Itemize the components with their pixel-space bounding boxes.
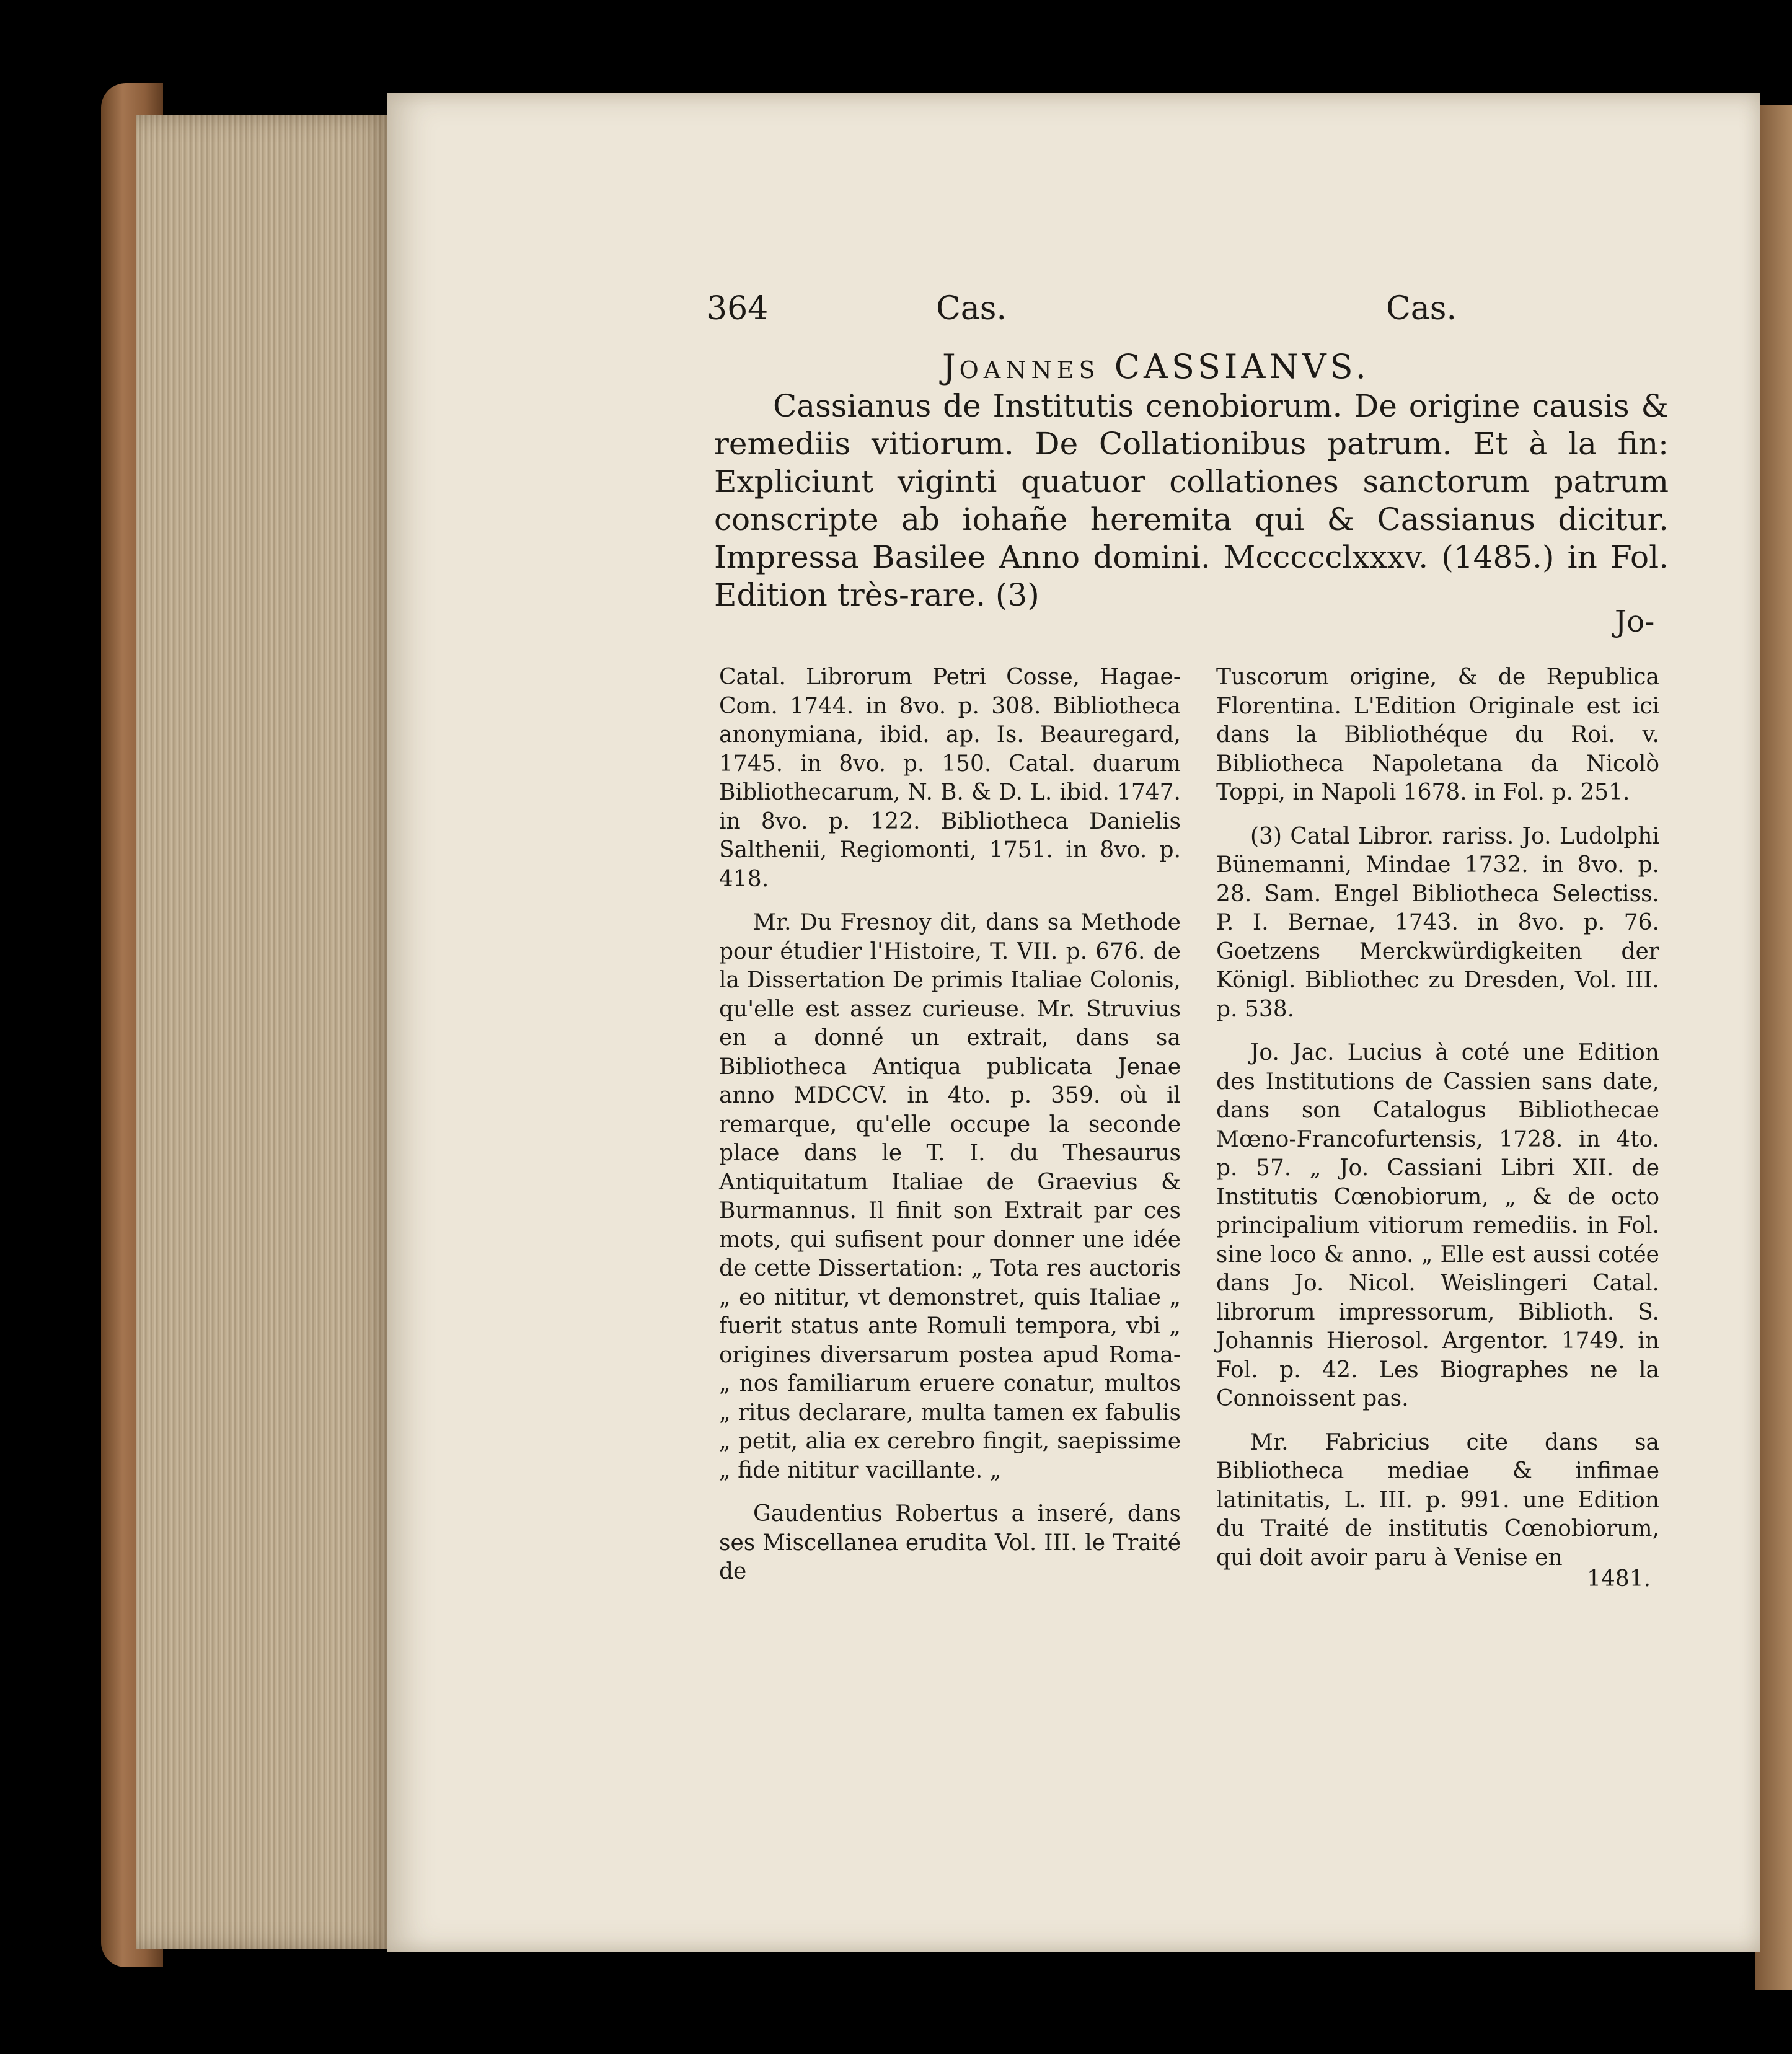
footnote-paragraph: Gaudentius Robertus a inseré, dans ses Miscellanea erudita Vol. III. le Traité de bbox=[719, 1501, 1181, 1584]
footnote-paragraph: Mr. Fabricius cite dans sa Bibliotheca mediae & infimae latinitatis, L. III. p. 991. une Edition du Traité de institutis Cœnobiorum, qui doit avoir paru à Venise en bbox=[1216, 1429, 1659, 1571]
footnote-paragraph: Mr. Du Fresnoy dit, dans sa Methode pour étudier l'Histoire, T. VII. p. 676. de la Dissertation De primis Italiae Colonis, qu'elle est assez curieuse. Mr. Struvius en a donné un extrait, dans sa Bibliotheca Antiqua publicata Jenae anno MDCCV. in 4to. p. 359. où il remarque, qu'elle occupe la seconde place dans le T. I. du Thesaurus Antiquitatum Italiae de Graevius & Burmannus. Il finit son Extrait par ces mots, qui sufisent pour donner une idée de cette Dissertation: „ Tota res auctoris „ eo nititur, vt demonstret, quis Italiae „ fuerit status ante Romuli tempora, vbi „ origines diversarum postea apud Roma- „ nos familiarum eruere conatur, multos „ ritus declarare, multa tamen ex fabulis „ petit, alia ex cerebro fingit, saepissime „ fide nititur vacillante. „ bbox=[719, 910, 1181, 1483]
footnote-paragraph: Tuscorum origine, & de Republica Florentina. L'Edition Originale est ici dans la Bibliothéque du Roi. v. Bibliotheca Napoletana da Nicolò Toppi, in Napoli 1678. in Fol. p. 251. bbox=[1216, 664, 1659, 805]
running-head-right: Cas. bbox=[1385, 290, 1457, 327]
page-number: 364 bbox=[707, 290, 769, 327]
catchword-bottom: 1481. bbox=[1587, 1566, 1651, 1592]
catchword-top: Jo- bbox=[1615, 604, 1655, 639]
running-head-left: Cas. bbox=[936, 290, 1007, 327]
heading-initial: J bbox=[942, 347, 960, 386]
page-header bbox=[707, 290, 1457, 333]
entry-text: Cassianus de Institutis cenobiorum. De origine causis & remediis vitiorum. De Collationibus patrum. Et à la fin: Expliciunt viginti quatuor collationes sanctorum patrum conscripte ab iohañe heremita qui & Cassianus dicitur. Impressa Basilee Anno domini. Mccccclxxxv. (1485.) in Fol. Edition très-rare. (3) bbox=[714, 388, 1669, 613]
footnote-paragraph: Jo. Jac. Lucius à coté une Edition des Institutions de Cassien sans date, dans son Catalogus Bibliothecae Mœno-Francofurtensis, 1728. in 4to. p. 57. „ Jo. Cassiani Libri XII. de Institutis Cœnobiorum, „ & de octo principalium vitiorum remediis. in Fol. sine loco & anno. „ Elle est aussi cotée dans Jo. Nicol. Weislingeri Catal. librorum impressorum, Biblioth. S. Johannis Hierosol. Argentor. 1749. in Fol. p. 42. Les Biographes ne la Connoissent pas. bbox=[1216, 1040, 1659, 1411]
facing-page-edge bbox=[1755, 105, 1792, 1990]
entry-heading bbox=[942, 347, 1438, 386]
footnote-column-left bbox=[719, 663, 1181, 1602]
footnote-column-right bbox=[1216, 663, 1659, 1587]
footnote-paragraph: Catal. Librorum Petri Cosse, Hagae-Com. 1744. in 8vo. p. 308. Bibliotheca anonymiana, ibid. ap. Is. Beauregard, 1745. in 8vo. p. 150. Catal. duarum Bibliothecarum, N. B. & D. L. ibid. 1747. in 8vo. p. 122. Bibliotheca Danielis Salthenii, Regiomonti, 1751. in 8vo. p. 418. bbox=[719, 664, 1181, 892]
heading-main: CASSIANVS. bbox=[1114, 347, 1370, 386]
entry-body bbox=[714, 387, 1669, 614]
page-block-edge bbox=[136, 115, 397, 1949]
heading-small-caps: OANNES bbox=[959, 356, 1100, 384]
footnote-paragraph: (3) Catal Libror. rariss. Jo. Ludolphi Bünemanni, Mindae 1732. in 8vo. p. 28. Sam. Engel Bibliotheca Selectiss. P. I. Bernae, 1743. in 8vo. p. 76. Goetzens Merckwürdigkeiten der Königl. Bibliothec zu Dresden, Vol. III. p. 538. bbox=[1216, 823, 1659, 1022]
